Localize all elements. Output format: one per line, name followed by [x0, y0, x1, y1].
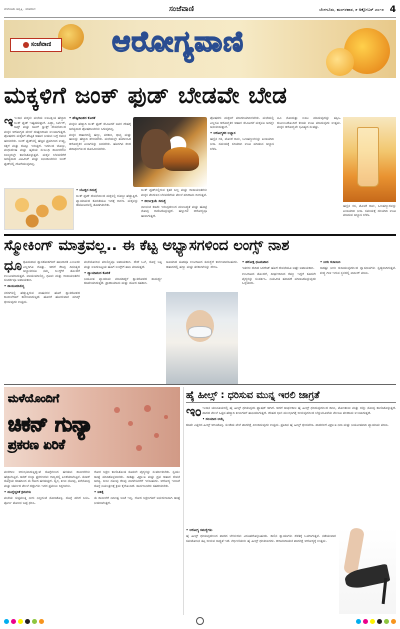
masthead [4, 2, 396, 18]
heels-col2-point: • ಆರೋಗ್ಯ ಸಮಸ್ಯೆಗಳು [186, 528, 213, 532]
heels-col1-point: • ಸರಿಯಾದ ಆಯ್ಕೆ [202, 416, 224, 421]
smoking-col2-point: • ವ್ಯಾಯಾಮದ ಕೊರತೆ [84, 270, 111, 275]
smoking-col1-text: ಧೂಮಪಾನ ಶ್ವಾಸಕೋಶಗಳಿಗೆ ಹಾನಿಕಾರಕ ಎಂಬುದು ಎಲ್ಲರಿಗೂ ಗೊತ್ತು. ಆದರೆ ಕೆಲವು ದಿನನಿತ್ಯದ ಅಭ್ಯಾಸಗಳೂ ನಮ್ಮ ಲಂಗ್ಸ್‌ಗೆ ತೊಂದರೆ ಉಂಟುಮಾಡುತ್ತವೆ. ವಾಯುಮಾಲಿನ್ಯ, ಧೂಳು ಮತ್ತು ರಾಸಾಯನಿಕಗಳ ಸಂಪರ್ಕವೂ ಅಪಾಯಕಾರಿ. [4, 260, 80, 283]
junk-article-col-5 [210, 116, 274, 232]
registration-mark-icon [196, 617, 204, 625]
colour-swatches-right [356, 619, 396, 624]
chikun-col2-point: • ಚಿಕಿತ್ಸೆ [94, 489, 104, 494]
drop-cap: ಇ [4, 116, 14, 130]
junk-col1-tail: ಮಕ್ಕಳು ಹೆಚ್ಚಾಗಿ ಜಂಕ್ ಫುಡ್ ಸೇವಿಸಿದರೆ ಅವರ ದೇಹಕ್ಕೆ ಅಗತ್ಯವಾದ ಪೋಷಕಾಂಶಗಳು ಸಿಗುವುದಿಲ್ಲ. [69, 122, 131, 131]
junk-col3-text: ಜಂಕ್ ಫುಡ್‌ನಲ್ಲಿರುವ ಕೃತಕ ಬಣ್ಣ ಮತ್ತು ರಾಸಾಯನಿಕಗಳು ಮಕ್ಕಳ ಮೆದುಳಿನ ಬೆಳವಣಿಗೆಯ ಮೇಲೆ ಪರಿಣಾಮ ಬೀರುತ್ತವೆ. [141, 188, 207, 197]
smoking-col4-point: • ನೀರು ಕುಡಿಯಿರಿ [320, 260, 341, 264]
colour-swatch [384, 619, 389, 624]
heels-headline: ಹೈ ಹೀಲ್ಸ್ : ಧರಿಸುವ ಮುನ್ನ ಇರಲಿ ಜಾಗ್ರತೆ [186, 389, 396, 403]
junk-col4-point: • ಆರೋಗ್ಯಕರ ಅಭ್ಯಾಸ [210, 131, 236, 136]
rash-dot [164, 415, 168, 419]
junk-col2-tail: ಜಂಕ್ ಫುಡ್ ಸೇವನೆಯಿಂದ ಮಕ್ಕಳಲ್ಲಿ ಬೊಜ್ಜು ಹೆಚ್ಚುತ್ತಿದೆ. ವ್ಯಾಯಾಮದ ಕೊರತೆಯೂ ಇದಕ್ಕೆ ಕಾರಣ. ಮಕ್ಕಳನ್ನು ಆಟೋಟಗಳಲ್ಲಿ ತೊಡಗಿಸಬೇಕು. [76, 194, 138, 208]
junk-article-col-6 [277, 116, 341, 232]
rash-dot [154, 433, 159, 438]
chikun-col1-point: • ಮುನ್ನೆಚ್ಚರಿಕೆ ಕ್ರಮಗಳು [4, 489, 32, 494]
logo-icon [23, 42, 29, 48]
paper-logo [10, 38, 62, 52]
rash-dot [144, 405, 151, 412]
chikun-col2-text: ರೋಗ ಲಕ್ಷಣ ಕಾಣಿಸಿಕೊಂಡ ಕೂಡಲೇ ವೈದ್ಯರನ್ನು ಸಂಪರ್ಕಿಸಬೇಕು. ಸ್ವಯಂ ಚಿಕಿತ್ಸೆ ಮಾಡಿಕೊಳ್ಳಬಾರದು. ಸಾಕಷ್ಟು ವಿಶ್ರಾಂತಿ ಮತ್ತು ದ್ರವ ಆಹಾರ ಸೇವನೆ ಅಗತ್ಯ. ಕೀಲು ನೋವು ಕೆಲವು ವಾರಗಳವರೆಗೆ ಇರಬಹುದು. ಆರೋಗ್ಯ ಇಲಾಖೆ ಸೊಳ್ಳೆ ನಿಯಂತ್ರಣಕ್ಕೆ ಕ್ರಮ ಕೈಗೊಂಡಿದೆ. ಸಾರ್ವಜನಿಕರು ಸಹಕರಿಸಬೇಕು. [94, 470, 180, 488]
page-number: 4 [389, 4, 396, 15]
junk-article-col-1 [4, 116, 66, 186]
smoking-col1-tail: ನಗರಗಳಲ್ಲಿ ಹೆಚ್ಚುತ್ತಿರುವ ವಾಹನಗಳ ಹೊಗೆ ಶ್ವಾಸಕೋಶದ ಕಾಯಿಲೆಗಳಿಗೆ ಕಾರಣವಾಗುತ್ತಿದೆ. ಹೊರಗೆ ಹೋಗುವಾಗ ಮಾಸ್ಕ್ ಧರಿಸುವುದು ಉತ್ತಮ. [4, 290, 80, 304]
colour-swatch [4, 619, 9, 624]
burger-icon [163, 147, 199, 171]
chikungunya-col-2 [94, 470, 180, 614]
heels-col1-tail: ಕಡಿಮೆ ಎತ್ತರದ ಹೀಲ್ಸ್ ಆರಿಸಿಕೊಳ್ಳಿ. ಸಂಜೆಯ ವೇಳೆ ಪಾದರಕ್ಷೆ ಖರೀದಿಸುವುದು ಉತ್ತಮ. ಪ್ರತಿದಿನ ಹೈ ಹೀಲ್ಸ್ ಧರಿಸಬೇಡಿ. ಪಾದಗಳಿಗೆ ವಿಶ್ರಾಂತಿ ನೀಡಿ ಮತ್ತು ನಿಯಮಿತವಾಗಿ ವ್ಯಾಯಾಮ ಮಾಡಿ. [186, 422, 389, 427]
smoking-col2-text: ಮನೆಯೊಳಗಿನ ಮಾಲಿನ್ಯವೂ ಅಪಾಯಕಾರಿ. ಸೌದೆ ಒಲೆ, ಸೊಳ್ಳೆ ಬತ್ತಿ ಮತ್ತು ಊದುಬತ್ತಿಯ ಹೊಗೆ ಲಂಗ್ಸ್‌ಗೆ ಹಾನಿ ಮಾಡುತ್ತದೆ. [84, 260, 162, 269]
heels-col2-text: ಹೈ ಹೀಲ್ಸ್ ಧರಿಸುವುದರಿಂದ ಪಾದದ ಬೆರಳುಗಳು ವಿರೂಪಗೊಳ್ಳಬಹುದು. ಕಾಲಿನ ಸ್ನಾಯುಗಳು ಸೆಳೆತಕ್ಕೆ ಒಳಗಾಗುತ್ತವೆ. ನಡೆಯುವಾಗ ಸಮತೋಲನ ತಪ್ಪಿ ಬೀಳುವ ಸಾಧ್ಯತೆ ಇದೆ. ಗರ್ಭಿಣಿಯರು ಹೈ ಹೀಲ್ಸ್ ಧರಿಸಬಾರದು. ಆರಾಮದಾಯಕ ಪಾದರಕ್ಷೆ ಆರೋಗ್ಯಕ್ಕೆ ಉತ್ತಮ. [186, 534, 336, 543]
colour-swatch [32, 619, 37, 624]
rash-dot [136, 445, 142, 451]
colour-swatch [11, 619, 16, 624]
chikun-col1-tail: ಮನೆಯ ಸುತ್ತಮುತ್ತ ನೀರು ನಿಲ್ಲದಂತೆ ನೋಡಿಕೊಳ್ಳಿ. ಸೊಳ್ಳೆ ಪರದೆ ಬಳಸಿ. ಪೂರ್ಣ ತೋಳಿನ ಬಟ್ಟೆ ಧರಿಸಿ. [4, 495, 90, 505]
leg-icon [343, 527, 365, 575]
drop-cap: ಇಂ [186, 406, 202, 420]
junk-col5-text: ಟಿವಿ ನೋಡುತ್ತಾ ಊಟ ಮಾಡುವುದನ್ನು ತಪ್ಪಿಸಿ. ಕುಟುಂಬದೊಂದಿಗೆ ಕುಳಿತು ಊಟ ಮಾಡುವುದು ಉತ್ತಮ. ಮಕ್ಕಳ ಆರೋಗ್ಯವೇ ಭವಿಷ್ಯದ ಸಂಪತ್ತು. [277, 116, 341, 130]
heels-col-2 [186, 528, 336, 614]
junk-col1-text: ಇಂದಿನ ಮಕ್ಕಳು ಮನೆಯ ಊಟಕ್ಕಿಂತ ಹೆಚ್ಚಾಗಿ ಜಂಕ್ ಫುಡ್ ಇಷ್ಟಪಡುತ್ತಾರೆ. ಪಿಜ್ಜಾ, ಬರ್ಗರ್, ಚಿಪ್ಸ್ ಮತ್ತು ಕೂಲ್ ಡ್ರಿಂಕ್ಸ್ ಸೇವನೆಯಿಂದ ಮಕ್ಕಳ ಆರೋಗ್ಯದ ಮೇಲೆ ದುಷ್ಪರಿಣಾಮ ಉಂಟಾಗುತ್ತದೆ. ಪೋಷಕರು ಮಕ್ಕಳಿಗೆ ಪೌಷ್ಟಿಕ ಆಹಾರ ನೀಡುವ ಬಗ್ಗೆ ಗಮನ ಹರಿಸಬೇಕು. ಜಂಕ್ ಫುಡ್‌ನಲ್ಲಿ ಹೆಚ್ಚಿನ ಪ್ರಮಾಣದ ಉಪ್ಪು, ಸಕ್ಕರೆ ಮತ್ತು ಕೊಬ್ಬು ಇರುತ್ತದೆ. ಇದರಿಂದ ಬೊಜ್ಜು, ಮಧುಮೇಹ ಮತ್ತು ಹೃದಯ ಸಂಬಂಧಿ ಕಾಯಿಲೆಗಳು ಬಾಲ್ಯದಲ್ಲೇ ಕಾಣಿಸಿಕೊಳ್ಳುತ್ತವೆ. ಮಕ್ಕಳ ಬೆಳವಣಿಗೆಗೆ ಅಗತ್ಯವಾದ ವಿಟಮಿನ್ ಮತ್ತು ಖನಿಜಾಂಶಗಳು ಜಂಕ್ ಫುಡ್‌ನಲ್ಲಿ ದೊರೆಯುವುದಿಲ್ಲ. [4, 116, 66, 166]
smoking-col3-point: • ಪರೋಕ್ಷ ಧೂಮಪಾನ [242, 260, 269, 264]
junk-article-col-2 [69, 116, 131, 186]
junk-col4-text: ಪೋಷಕರು ಮಕ್ಕಳಿಗೆ ಮಾದರಿಯಾಗಿರಬೇಕು. ಮನೆಯಲ್ಲಿ ಎಲ್ಲರೂ ಆರೋಗ್ಯಕರ ಆಹಾರ ಸೇವಿಸಿದರೆ ಮಕ್ಕಳೂ ಅದನ್ನೇ ಅನುಸರಿಸುತ್ತಾರೆ. [210, 116, 274, 130]
column-divider [183, 387, 184, 615]
heels-col1-text: ಇಂದಿನ ಯುವತಿಯರಲ್ಲಿ ಹೈ ಹೀಲ್ಸ್ ಧರಿಸುವುದು ಫ್ಯಾಷನ್ ಆಗಿದೆ. ಆದರೆ ದೀರ್ಘಕಾಲ ಹೈ ಹೀಲ್ಸ್ ಧರಿಸುವುದರಿಂದ ಕಾಲು, ಮೊಣಕಾಲು ಮತ್ತು ಬೆನ್ನು ನೋವು ಕಾಣಿಸಿಕೊಳ್ಳುತ್ತದೆ. ಪಾದದ ಮೇಲೆ ಒತ್ತಡ ಹೆಚ್ಚಾಗಿ ಕೀಲುಗಳಿಗೆ ಹಾನಿಯಾಗುತ್ತದೆ. ದೇಹದ ಭಾರ ಮುಂಭಾಗಕ್ಕೆ ಬೀಳುವುದರಿಂದ ಬೆನ್ನುಮೂಳೆಯ ಮೇಲೂ ಪರಿಣಾಮ ಉಂಟಾಗುತ್ತದೆ. [202, 406, 396, 415]
colour-swatch [39, 619, 44, 624]
junk-col4-tail-repeat: ಹಣ್ಣಿನ ರಸ, ಮೊಳಕೆ ಕಾಳು, ಒಣಹಣ್ಣುಗಳನ್ನು ತಿಂಡಿಯಾಗಿ ನೀಡಿ. ಸಮಯಕ್ಕೆ ಸರಿಯಾಗಿ ಊಟ ಮಾಡುವ ಅಭ್ಯಾಸ ಬೆಳೆಸಿ. [343, 204, 396, 218]
print-colour-bar [4, 617, 396, 625]
colour-swatch [25, 619, 30, 624]
chikun-col2-tail: ಈ ಕಾಯಿಲೆಗೆ ನಿರ್ದಿಷ್ಟ ಲಸಿಕೆ ಇಲ್ಲ. ರೋಗ ಲಕ್ಷಣಗಳಿಗೆ ಅನುಗುಣವಾಗಿ ಚಿಕಿತ್ಸೆ ನೀಡಲಾಗುತ್ತದೆ. [94, 495, 180, 505]
drop-cap: ಧೂ [4, 260, 22, 274]
chikungunya-title: ಚಿಕನ್ ಗುನ್ಯಾ [8, 412, 94, 436]
child-burger-photo [133, 117, 207, 187]
logo-text: ಸಂಜೆವಾಣಿ [30, 41, 52, 48]
paper-name: ಸಂಜೆವಾಣಿ [169, 5, 195, 13]
smoking-col3-text: ಅತಿಯಾದ ತೂಕವೂ ಉಸಿರಾಟದ ಸಮಸ್ಯೆಗೆ ಕಾರಣವಾಗಬಹುದು. ಆಹಾರದಲ್ಲಿ ಹಣ್ಣು ಮತ್ತು ತರಕಾರಿಗಳನ್ನು ಸೇರಿಸಿ. [166, 260, 238, 269]
colour-swatches-left [4, 619, 44, 624]
colour-swatch [370, 619, 375, 624]
section-title: ಆರೋಗ್ಯವಾಣಿ [112, 25, 245, 58]
junk-article-col-7 [343, 204, 396, 232]
woman-mask-photo [166, 292, 238, 384]
junk-col2-text: ಮಕ್ಕಳ ಆಹಾರದಲ್ಲಿ ಹಣ್ಣು, ತರಕಾರಿ, ಧಾನ್ಯ ಮತ್ತು ಹಾಲನ್ನು ಹೆಚ್ಚಾಗಿ ಸೇರಿಸಬೇಕು. ಮನೆಯಲ್ಲೇ ತಯಾರಿಸಿದ ಆರೋಗ್ಯಕರ ತಿಂಡಿಗಳನ್ನು ನೀಡಬೇಕು. ಹೊರಗಿನ ಕರಿದ ಪದಾರ್ಥಗಳಿಂದ ದೂರವಿರಿಸಬೇಕು. [69, 132, 131, 151]
colour-swatch [18, 619, 23, 624]
chikungunya-title-line2: ಪ್ರಕರಣ ಏರಿಕೆ [8, 438, 65, 453]
smoking-col-5 [320, 260, 396, 382]
snacks-photo [4, 188, 74, 230]
colour-swatch [363, 619, 368, 624]
date-line: ಬೆಂಗಳೂರು, ಮಂಗಳವಾರ, ೯ ಅಕ್ಟೋಬರ್ ೨೦೧೮ [319, 7, 384, 12]
edition-note: ಬೆಂಗಳೂರು ಆವೃತ್ತಿ · ಸಂಜೆವಾಣಿ [4, 6, 36, 11]
junk-article-col-4 [141, 188, 207, 232]
masthead-right [319, 5, 396, 15]
mask-icon [188, 326, 212, 338]
junk-col4-tail: ಹಣ್ಣಿನ ರಸ, ಮೊಳಕೆ ಕಾಳು, ಒಣಹಣ್ಣುಗಳನ್ನು ತಿಂಡಿಯಾಗಿ ನೀಡಿ. ಸಮಯಕ್ಕೆ ಸರಿಯಾಗಿ ಊಟ ಮಾಡುವ ಅಭ್ಯಾಸ ಬೆಳೆಸಿ. [210, 137, 274, 151]
glass-icon [357, 127, 379, 187]
smoking-col-1 [4, 260, 80, 382]
smoking-col3-tail: ಇತರರು ಸೇದಿದ ಸಿಗರೇಟ್ ಹೊಗೆ ಸೇವನೆಯೂ ಅಷ್ಟೇ ಅಪಾಯಕಾರಿ. [242, 266, 315, 271]
junk-col2-point: • ಬೊಜ್ಜಿನ ಸಮಸ್ಯೆ [76, 188, 97, 192]
colour-swatch [391, 619, 396, 624]
junk-article-col-3 [76, 188, 138, 232]
smoking-col2-tail: ನಿಯಮಿತ ವ್ಯಾಯಾಮ ಮಾಡದಿದ್ದರೆ ಶ್ವಾಸಕೋಶದ ಸಾಮರ್ಥ್ಯ ಕಡಿಮೆಯಾಗುತ್ತದೆ. ಪ್ರಾಣಾಯಾಮ ಮತ್ತು ಯೋಗ ಸಹಕಾರಿ. [84, 276, 162, 286]
smoking-col-4 [242, 260, 316, 382]
main-headline: ಮಕ್ಕಳಿಗೆ ಜಂಕ್ ಫುಡ್ ಬೇಡವೇ ಬೇಡ [4, 83, 288, 109]
rash-dot [128, 421, 133, 426]
colour-swatch [356, 619, 361, 624]
smoking-col-2 [84, 260, 162, 382]
chikungunya-col-1 [4, 470, 90, 614]
junk-col3-tail: ನಾರಿನಂಶ ಕಡಿಮೆ ಇರುವುದರಿಂದ ಮಲಬದ್ಧತೆ ಮತ್ತು ಹೊಟ್ಟೆ ನೋವು ಕಾಣಿಸಿಕೊಳ್ಳುತ್ತದೆ. ಹಲ್ಲುಗಳ ಆರೋಗ್ಯವೂ ಹಾಳಾಗುತ್ತದೆ. [141, 204, 207, 218]
section-banner [4, 20, 396, 78]
colour-swatch [377, 619, 382, 624]
smoking-col4-text: ಉಸಿರಾಟದ ತೊಂದರೆ, ದೀರ್ಘಕಾಲದ ಕೆಮ್ಮು ಇದ್ದರೆ ಕೂಡಲೇ ವೈದ್ಯರನ್ನು ಸಂಪರ್ಕಿಸಿ. ನಿಯಮಿತ ತಪಾಸಣೆ ಮಾಡಿಸಿಕೊಳ್ಳುವುದು ಒಳ್ಳೆಯದು. [242, 272, 316, 286]
section-divider [4, 384, 396, 385]
juice-photo [343, 117, 396, 202]
smoking-col1-point: • ವಾಯುಮಾಲಿನ್ಯ [4, 284, 25, 289]
high-heels-photo [339, 528, 396, 614]
junk-col1-point: • ಪೌಷ್ಟಿಕಾಂಶದ ಕೊರತೆ [69, 116, 96, 120]
chikungunya-kicker: ಮಳೆಯೊಂದಿಗೆ [8, 392, 60, 405]
fruit-image-small [326, 48, 354, 76]
heels-col-1 [186, 406, 396, 526]
smoking-col4-tail: ಸಾಕಷ್ಟು ನೀರು ಕುಡಿಯುವುದರಿಂದ ಶ್ವಾಸನಾಳಗಳು ಸ್ವಚ್ಛವಾಗಿರುತ್ತವೆ. ಶುದ್ಧ ಗಾಳಿ ಇರುವ ಸ್ಥಳದಲ್ಲಿ ವಾಕಿಂಗ್ ಮಾಡಿ. [320, 266, 396, 275]
smoking-col-3 [166, 260, 238, 290]
rash-dot [114, 407, 120, 413]
chikun-col1-text: ಮಳೆಗಾಲ ಆರಂಭವಾಗುತ್ತಿದ್ದಂತೆ ಸೊಳ್ಳೆಗಳಿಂದ ಹರಡುವ ಕಾಯಿಲೆಗಳು ಹೆಚ್ಚಾಗುತ್ತಿವೆ. ಚಿಕನ್ ಗುನ್ಯಾ ಪ್ರಕರಣಗಳು ರಾಜ್ಯದಲ್ಲಿ ಏರಿಕೆಯಾಗುತ್ತಿವೆ. ಈಡಿಸ್ ಸೊಳ್ಳೆಯ ಕಡಿತದಿಂದ ಈ ರೋಗ ಹರಡುತ್ತದೆ. ಜ್ವರ, ಕೀಲು ನೋವು, ತಲೆನೋವು ಮತ್ತು ಚರ್ಮದ ಮೇಲೆ ದದ್ದುಗಳು ಇದರ ಪ್ರಮುಖ ಲಕ್ಷಣಗಳು. [4, 470, 90, 488]
smoking-headline: ಸ್ಮೋಕಿಂಗ್ ಮಾತ್ರವಲ್ಲ.. ಈ ಕೆಟ್ಟ ಅಭ್ಯಾಸಗಳಿಂದ ಲಂಗ್ಸ್ ನಾಶ [4, 238, 290, 254]
junk-col3-point: • ಜೀರ್ಣಕ್ರಿಯೆ ಸಮಸ್ಯೆ [141, 198, 166, 203]
